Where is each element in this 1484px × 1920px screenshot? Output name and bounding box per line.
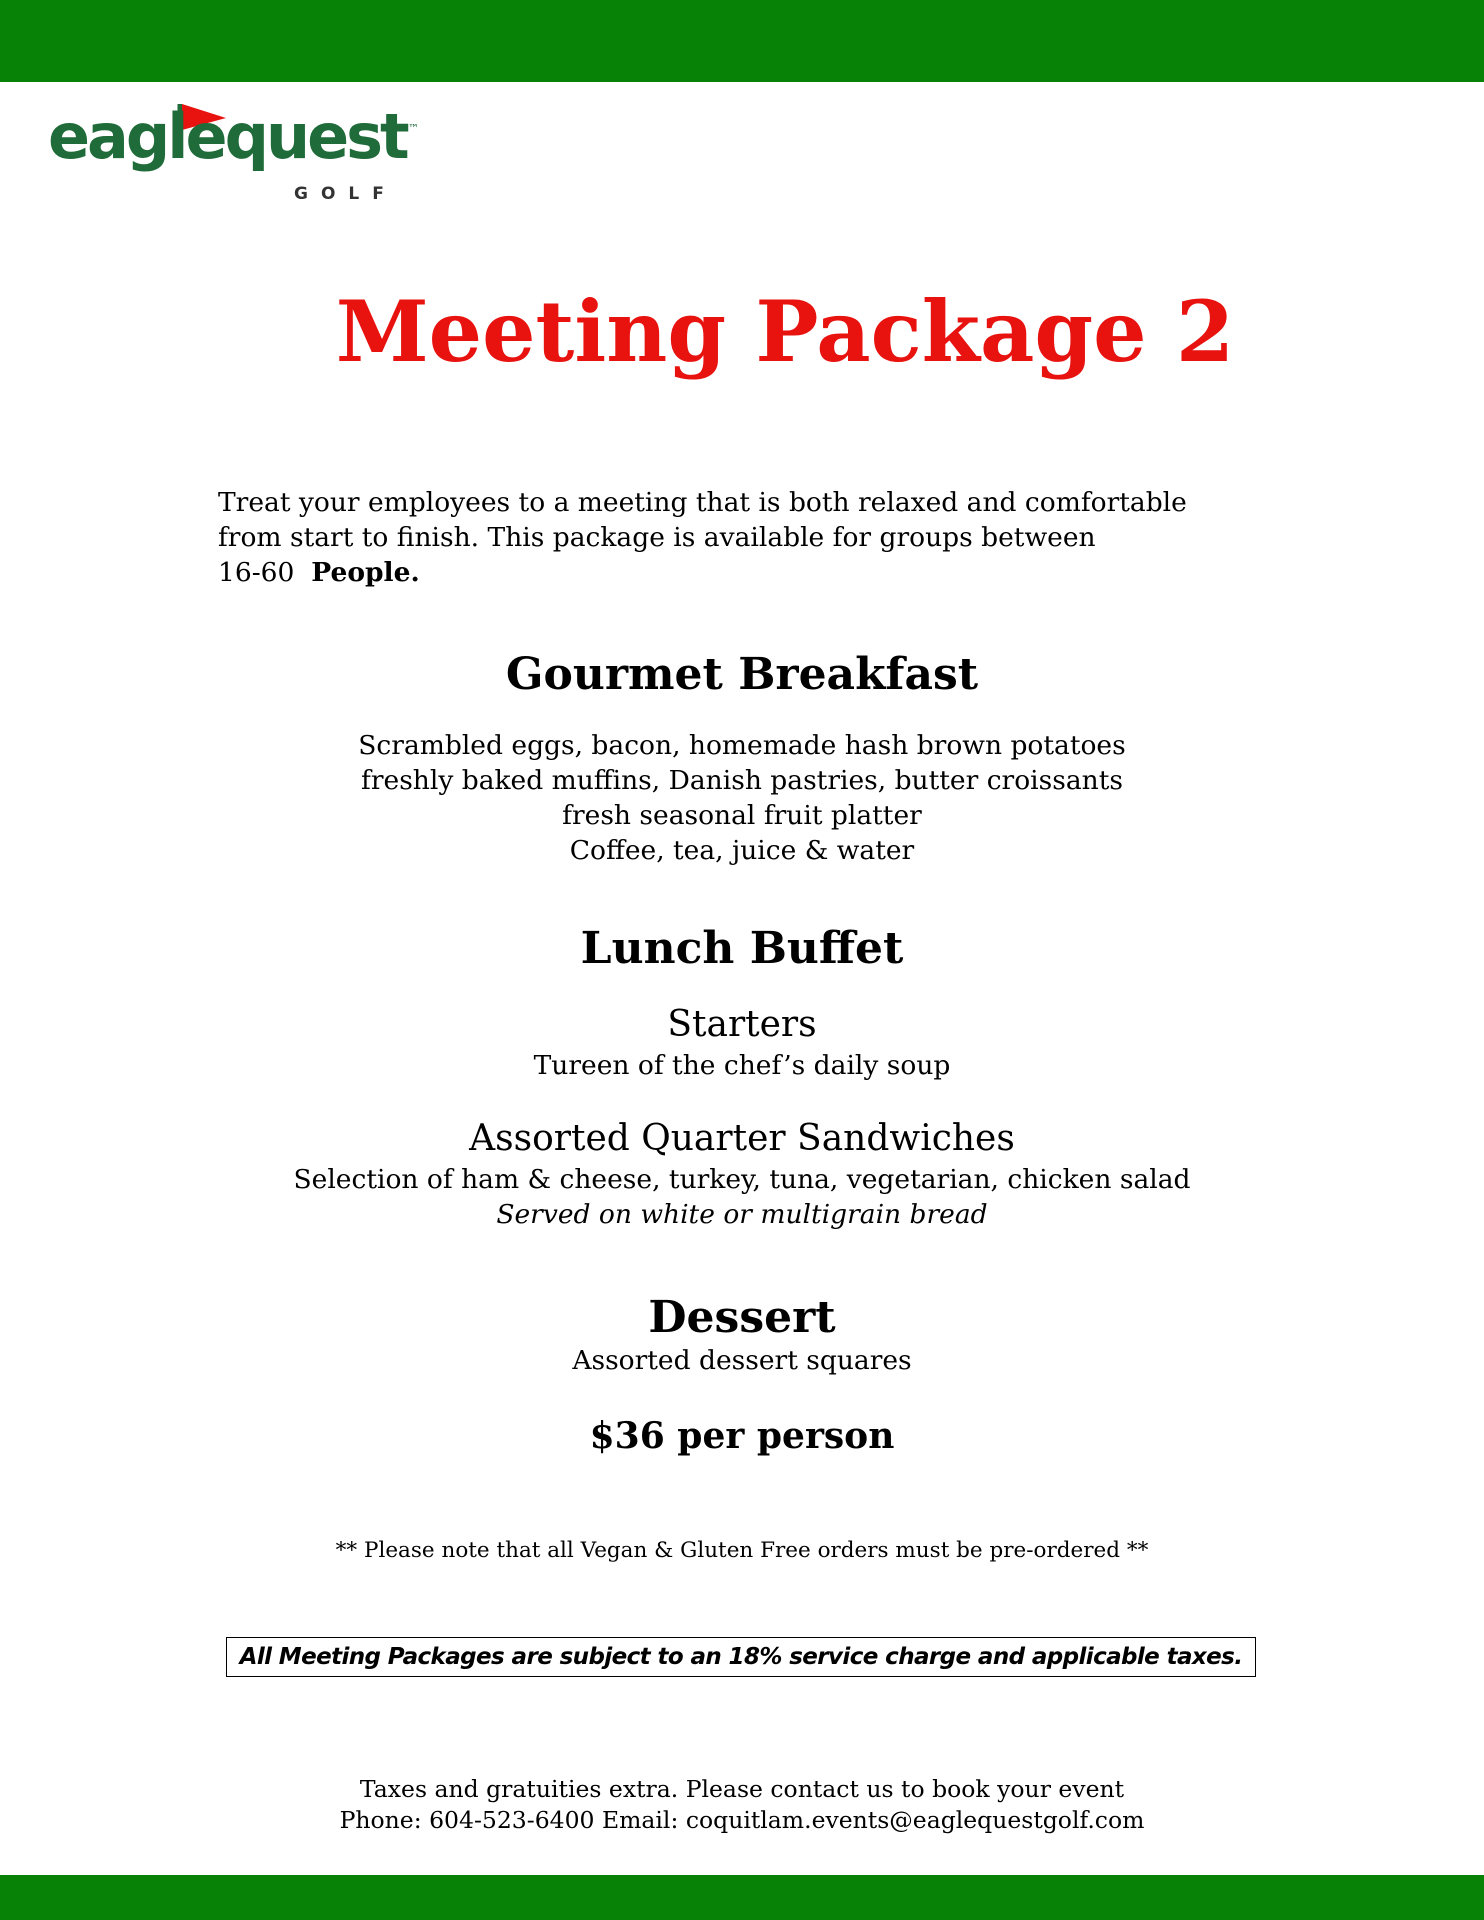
breakfast-heading: Gourmet Breakfast [505, 649, 979, 700]
bread-text: Served on white or multigrain bread [496, 1199, 988, 1230]
eaglequest-logo [48, 100, 438, 210]
contact-line-2: Phone: 604-523-6400 Email: coquitlam.events@eaglequestgolf.com [339, 1806, 1145, 1834]
top-green-band [0, 0, 1484, 82]
logo-wordmark: eaglequest [48, 100, 407, 173]
logo-trademark: ™ [408, 122, 419, 135]
people-label: People. [311, 557, 420, 588]
starters-text: Tureen of the chef’s daily soup [533, 1050, 951, 1081]
breakfast-item: Coffee, tea, juice & water [569, 835, 915, 866]
breakfast-items [0, 728, 1484, 868]
service-charge-box: All Meeting Packages are subject to an 18% service charge and applicable taxes. [226, 1637, 1256, 1677]
page-title: Meeting Package 2 [335, 282, 1235, 381]
logo-subtitle: GOLF [294, 184, 397, 204]
sandwiches-heading: Assorted Quarter Sandwiches [469, 1118, 1015, 1159]
intro-paragraph [218, 485, 1318, 590]
intro-line-2: from start to finish. This package is available for groups between [218, 522, 1096, 553]
bottom-green-band [0, 1875, 1484, 1920]
dessert-heading: Dessert [648, 1292, 836, 1343]
contact-line-1: Taxes and gratuities extra. Please contact us to book your event [359, 1775, 1125, 1803]
price-label: $36 per person [589, 1415, 895, 1457]
dietary-note: ** Please note that all Vegan & Gluten Free orders must be pre-ordered ** [335, 1538, 1149, 1563]
contact-block [0, 1774, 1484, 1836]
breakfast-item: freshly baked muffins, Danish pastries, butter croissants [361, 765, 1123, 796]
dessert-text: Assorted dessert squares [572, 1345, 912, 1376]
breakfast-item: fresh seasonal fruit platter [562, 800, 922, 831]
breakfast-item: Scrambled eggs, bacon, homemade hash brown potatoes [358, 730, 1126, 761]
lunch-heading: Lunch Buffet [580, 923, 904, 974]
intro-line-1: Treat your employees to a meeting that is both relaxed and comfortable [218, 487, 1187, 518]
sandwiches-text: Selection of ham & cheese, turkey, tuna, vegetarian, chicken salad [293, 1164, 1191, 1195]
starters-heading: Starters [667, 1004, 817, 1045]
group-range: 16-60 [218, 557, 295, 588]
intro-line-3 [218, 555, 1318, 590]
